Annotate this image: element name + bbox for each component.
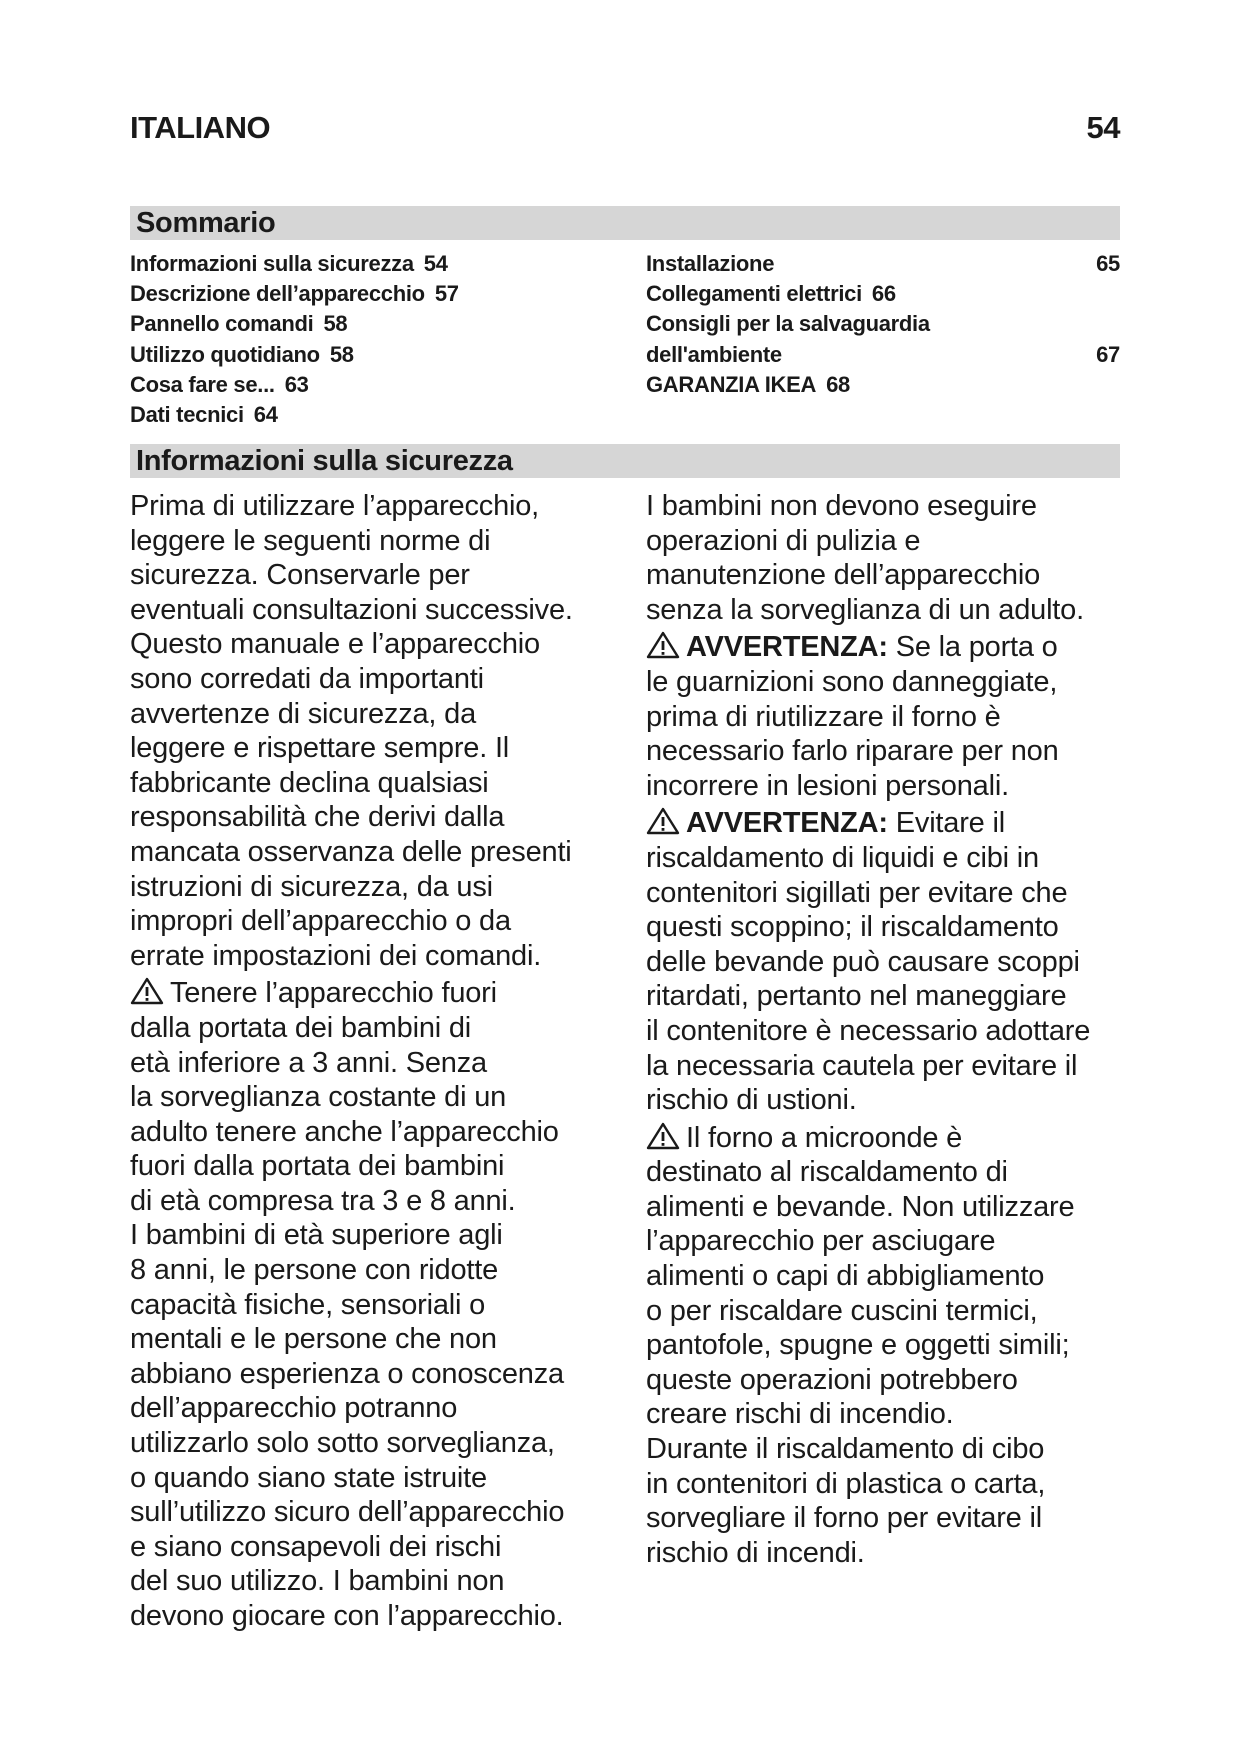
line-text: I bambini non devono eseguire xyxy=(646,490,1037,522)
text-line xyxy=(130,489,630,524)
toc-item[interactable] xyxy=(646,309,1120,339)
line-text: adulto tenere anche l’apparecchio xyxy=(130,1115,559,1148)
line-text: Durante il riscaldamento di cibo xyxy=(646,1433,1045,1466)
line-text: leggere e rispettare sempre. Il xyxy=(130,732,510,765)
safety-paragraph xyxy=(646,630,1146,803)
toc-item-label: Dati tecnici xyxy=(130,402,244,428)
warning-triangle-icon xyxy=(646,807,680,835)
toc-item[interactable] xyxy=(130,309,600,339)
section-title-safety: Informazioni sulla sicurezza xyxy=(130,444,1120,478)
line-text: la sorveglianza costante di un xyxy=(130,1081,507,1114)
toc-item-label: Descrizione dell’apparecchio xyxy=(130,281,425,307)
text-line xyxy=(130,870,630,905)
line-text: riscaldamento di liquidi e cibi in xyxy=(646,841,1039,874)
line-text: fabbricante declina qualsiasi xyxy=(130,766,489,799)
toc-item-page: 58 xyxy=(329,341,354,367)
line-text: incorrere in lesioni personali. xyxy=(646,769,1009,802)
line-text: avvertenze di sicurezza, da xyxy=(130,697,476,730)
line-text: pantofole, spugne e oggetti simili; xyxy=(646,1329,1070,1362)
text-line xyxy=(646,1294,1146,1329)
text-line xyxy=(646,1155,1146,1190)
line-text: le guarnizioni sono danneggiate, xyxy=(646,665,1058,698)
toc-title: Sommario xyxy=(130,206,1120,240)
text-line xyxy=(130,904,630,939)
text-line xyxy=(130,939,630,974)
line-text: eventuali consultazioni successive. xyxy=(130,593,573,626)
text-line xyxy=(130,558,630,593)
text-line xyxy=(646,769,1146,804)
text-line xyxy=(646,558,1146,593)
line-text: necessario farlo riparare per non xyxy=(646,735,1059,768)
toc-item-page: 66 xyxy=(871,281,896,307)
text-line xyxy=(130,593,630,628)
line-text: età inferiore a 3 anni. Senza xyxy=(130,1046,487,1079)
warning-triangle-icon xyxy=(130,977,164,1005)
text-line xyxy=(646,979,1146,1014)
line-text: errate impostazioni dei comandi. xyxy=(130,939,542,972)
toc-item[interactable] xyxy=(646,370,1120,400)
text-line xyxy=(130,1599,630,1634)
line-text: dalla portata dei bambini di xyxy=(130,1011,472,1044)
text-line xyxy=(130,1218,630,1253)
line-text: sorvegliare il forno per evitare il xyxy=(646,1502,1042,1535)
line-text: e siano consapevoli dei rischi xyxy=(130,1530,502,1563)
text-line xyxy=(130,697,630,732)
text-line xyxy=(130,1495,630,1530)
text-line xyxy=(130,627,630,662)
toc-item-label: Consigli per la salvaguardia xyxy=(646,311,930,337)
line-text: Questo manuale e l’apparecchio xyxy=(130,628,540,661)
line-text: in contenitori di plastica o carta, xyxy=(646,1467,1046,1500)
text-line xyxy=(646,665,1146,700)
line-text: istruzioni di sicurezza, da usi xyxy=(130,870,493,903)
toc-item-page: 54 xyxy=(423,251,448,276)
safety-paragraph xyxy=(130,976,630,1633)
line-text: questi scoppino; il riscaldamento xyxy=(646,911,1059,944)
line-text: destinato al riscaldamento di xyxy=(646,1156,1008,1189)
text-line xyxy=(130,1011,630,1046)
line-text: la necessaria cautela per evitare il xyxy=(646,1049,1078,1082)
toc-item-page: 65 xyxy=(1096,251,1120,276)
text-line xyxy=(130,1080,630,1115)
text-line xyxy=(130,731,630,766)
line-text: prima di riutilizzare il forno è xyxy=(646,700,1001,733)
line-text: rischio di ustioni. xyxy=(646,1084,857,1117)
toc-item-label: Cosa fare se... xyxy=(130,371,275,397)
line-text: sicurezza. Conservarle per xyxy=(130,559,470,592)
toc-item[interactable] xyxy=(130,340,600,370)
line-text: abbiano esperienza o conoscenza xyxy=(130,1357,564,1390)
line-text: ritardati, pertanto nel maneggiare xyxy=(646,980,1067,1013)
line-text: mancata osservanza delle presenti xyxy=(130,835,572,868)
text-line xyxy=(646,841,1146,876)
text-line xyxy=(646,734,1146,769)
toc-item-page: 68 xyxy=(826,371,850,397)
line-text: o per riscaldare cuscini termici, xyxy=(646,1294,1038,1327)
text-line xyxy=(130,1564,630,1599)
language-heading: ITALIANO xyxy=(130,110,271,145)
line-text: impropri dell’apparecchio o da xyxy=(130,905,511,938)
line-text: 8 anni, le persone con ridotte xyxy=(130,1254,499,1287)
line-text: devono giocare con l’apparecchio. xyxy=(130,1600,564,1632)
text-line xyxy=(130,1461,630,1496)
line-text: Evitare il xyxy=(895,807,1005,840)
text-line xyxy=(646,876,1146,911)
toc-item[interactable] xyxy=(130,249,600,279)
line-text: manutenzione dell’apparecchio xyxy=(646,559,1041,592)
text-line xyxy=(646,1121,1146,1156)
line-text: creare rischi di incendio. xyxy=(646,1398,954,1431)
text-line xyxy=(130,1149,630,1184)
toc-item[interactable] xyxy=(646,340,1120,370)
text-line xyxy=(130,800,630,835)
line-text: responsabilità che derivi dalla xyxy=(130,801,505,834)
text-line xyxy=(646,524,1146,559)
text-line xyxy=(130,1115,630,1150)
text-line xyxy=(646,1536,1146,1571)
text-line xyxy=(646,1363,1146,1398)
text-line xyxy=(130,1426,630,1461)
line-text: del suo utilizzo. I bambini non xyxy=(130,1565,505,1598)
line-text: il contenitore è necessario adottare xyxy=(646,1014,1091,1047)
warning-triangle-icon xyxy=(646,631,680,659)
safety-left-column xyxy=(130,489,630,1636)
toc-right-column xyxy=(646,249,1120,400)
line-text: Il forno a microonde è xyxy=(686,1121,963,1154)
text-line xyxy=(646,1049,1146,1084)
text-line xyxy=(130,766,630,801)
text-line xyxy=(646,1467,1146,1502)
text-line xyxy=(646,1083,1146,1118)
text-line xyxy=(646,1259,1146,1294)
line-text: queste operazioni potrebbero xyxy=(646,1363,1018,1396)
toc-item-label: Informazioni sulla sicurezza xyxy=(130,251,414,276)
text-line xyxy=(130,1253,630,1288)
toc-item[interactable] xyxy=(646,279,1120,309)
toc-item-label: GARANZIA IKEA xyxy=(646,371,817,397)
text-line xyxy=(130,1288,630,1323)
warning-label: AVVERTENZA: xyxy=(686,631,888,664)
toc-left-column xyxy=(130,249,600,430)
line-text: alimenti o capi di abbigliamento xyxy=(646,1260,1045,1293)
line-text: o quando siano state istruite xyxy=(130,1461,487,1494)
line-text: Tenere l’apparecchio fuori xyxy=(170,977,497,1010)
text-line xyxy=(130,976,630,1011)
line-text: alimenti e bevande. Non utilizzare xyxy=(646,1190,1075,1223)
text-line xyxy=(130,524,630,559)
toc-item[interactable] xyxy=(646,249,1120,279)
text-line xyxy=(646,1501,1146,1536)
toc-item-page: 57 xyxy=(434,281,459,307)
line-text: mentali e le persone che non xyxy=(130,1323,497,1356)
text-line xyxy=(646,1432,1146,1467)
text-line xyxy=(130,1322,630,1357)
line-text: sono corredati da importanti xyxy=(130,662,484,695)
line-text: senza la sorveglianza di un adulto. xyxy=(646,593,1084,626)
text-line xyxy=(646,700,1146,735)
toc-item-label: Installazione xyxy=(646,251,775,276)
toc-item[interactable] xyxy=(130,370,600,400)
toc-item-page: 63 xyxy=(284,371,309,397)
line-text: fuori dalla portata dei bambini xyxy=(130,1150,505,1183)
safety-right-column xyxy=(646,489,1146,1572)
text-line xyxy=(130,1391,630,1426)
toc-item-label: Pannello comandi xyxy=(130,311,314,337)
toc-item-page: 58 xyxy=(323,311,348,337)
toc-item[interactable] xyxy=(130,279,600,309)
toc-item-page: 64 xyxy=(253,402,278,428)
line-text: Prima di utilizzare l’apparecchio, xyxy=(130,490,540,522)
line-text: utilizzarlo solo sotto sorveglianza, xyxy=(130,1427,555,1460)
text-line xyxy=(646,1224,1146,1259)
line-text: contenitori sigillati per evitare che xyxy=(646,876,1068,909)
line-text: sull’utilizzo sicuro dell’apparecchio xyxy=(130,1496,565,1529)
text-line xyxy=(646,1190,1146,1225)
text-line xyxy=(646,806,1146,841)
text-line xyxy=(130,1357,630,1392)
text-line xyxy=(646,910,1146,945)
line-text: Se la porta o xyxy=(895,631,1058,664)
toc-item[interactable] xyxy=(130,400,600,430)
text-line xyxy=(646,945,1146,980)
text-line xyxy=(130,1046,630,1081)
line-text: l’apparecchio per asciugare xyxy=(646,1225,996,1258)
text-line xyxy=(646,630,1146,665)
safety-paragraph xyxy=(646,806,1146,1117)
warning-label: AVVERTENZA: xyxy=(686,807,888,840)
safety-paragraph xyxy=(646,1121,1146,1571)
line-text: rischio di incendi. xyxy=(646,1536,865,1569)
line-text: delle bevande può causare scoppi xyxy=(646,945,1080,978)
text-line xyxy=(646,1397,1146,1432)
text-line xyxy=(130,662,630,697)
safety-paragraph xyxy=(130,489,630,973)
line-text: I bambini di età superiore agli xyxy=(130,1219,503,1252)
text-line xyxy=(646,593,1146,628)
toc-item-page: 67 xyxy=(1096,341,1120,367)
toc-item-label: Utilizzo quotidiano xyxy=(130,341,320,367)
text-line xyxy=(646,1328,1146,1363)
toc-item-label: dell'ambiente xyxy=(646,341,782,367)
text-line xyxy=(130,1184,630,1219)
toc-item-label: Collegamenti elettrici xyxy=(646,281,862,307)
page-number: 54 xyxy=(1086,110,1120,145)
line-text: dell’apparecchio potranno xyxy=(130,1392,458,1425)
line-text: di età compresa tra 3 e 8 anni. xyxy=(130,1184,516,1217)
safety-paragraph xyxy=(646,489,1146,627)
line-text: operazioni di pulizia e xyxy=(646,524,921,557)
line-text: leggere le seguenti norme di xyxy=(130,524,491,557)
text-line xyxy=(130,835,630,870)
text-line xyxy=(130,1530,630,1565)
warning-triangle-icon xyxy=(646,1122,680,1150)
line-text: capacità fisiche, sensoriali o xyxy=(130,1288,486,1321)
text-line xyxy=(646,1014,1146,1049)
text-line xyxy=(646,489,1146,524)
